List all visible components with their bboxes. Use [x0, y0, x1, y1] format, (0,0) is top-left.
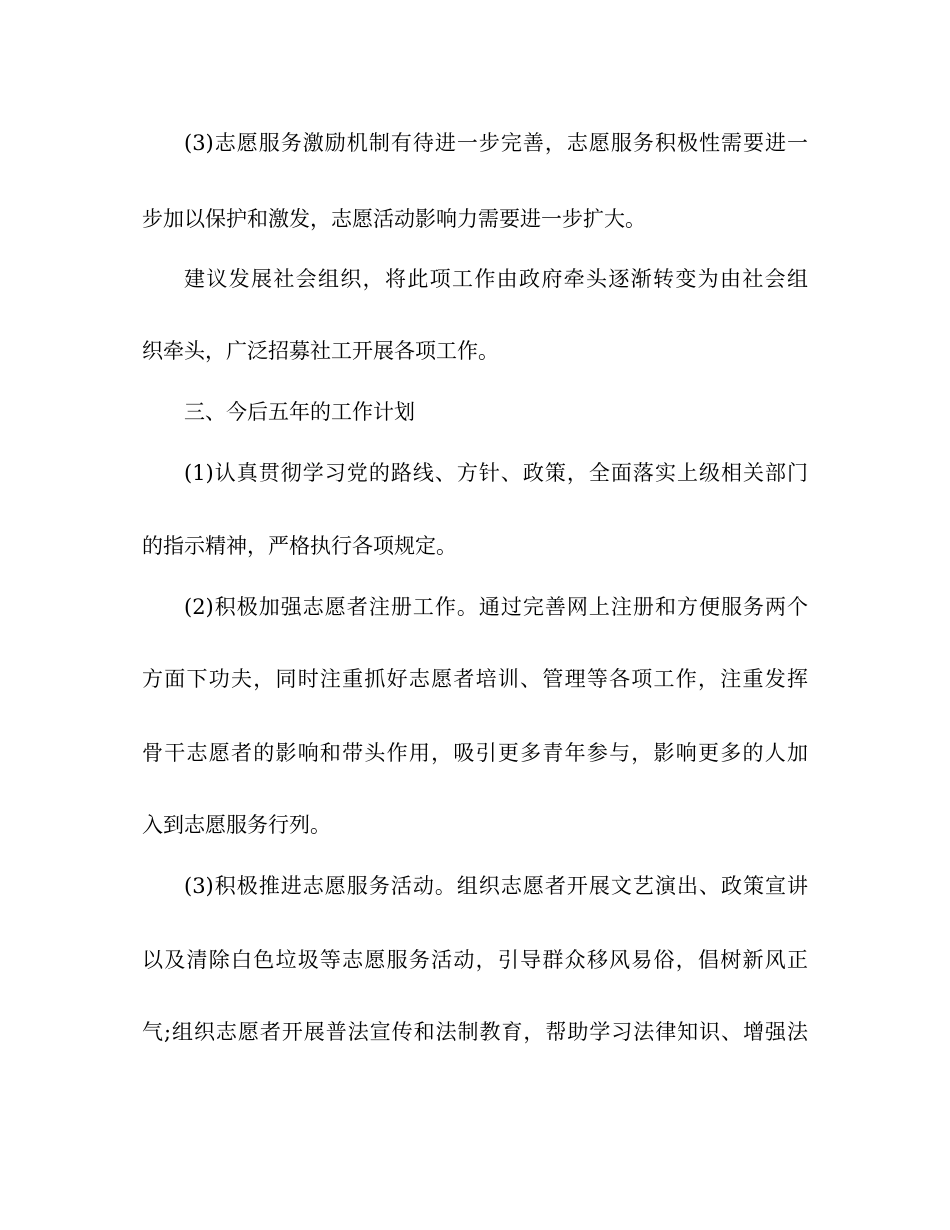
plan-item-2-line-2: 方面下功夫，同时注重抓好志愿者培训、管理等各项工作，注重发挥 — [142, 667, 808, 691]
section-heading: 三、今后五年的工作计划 — [184, 400, 415, 424]
plan-item-1-line-1: (1)认真贯彻学习党的路线、方针、政策，全面落实上级相关部门 — [184, 461, 808, 485]
plan-item-2-line-1: (2)积极加强志愿者注册工作。通过完善网上注册和方便服务两个 — [184, 595, 808, 619]
plan-item-2-line-3: 骨干志愿者的影响和带头作用，吸引更多青年参与，影响更多的人加 — [142, 741, 808, 765]
suggestion-paragraph-line-1: 建议发展社会组织，将此项工作由政府牵头逐渐转变为由社会组 — [184, 267, 808, 291]
plan-item-3-line-3: 气;组织志愿者开展普法宣传和法制教育，帮助学习法律知识、增强法 — [142, 1020, 808, 1044]
paragraph-3-line-2: 步加以保护和激发，志愿活动影响力需要进一步扩大。 — [142, 207, 646, 231]
plan-item-1-line-2: 的指示精神，严格执行各项规定。 — [142, 534, 457, 558]
plan-item-2-line-4: 入到志愿服务行列。 — [142, 813, 331, 837]
paragraph-3-line-1: (3)志愿服务激励机制有待进一步完善，志愿服务积极性需要进一 — [184, 131, 808, 155]
plan-item-3-line-1: (3)积极推进志愿服务活动。组织志愿者开展文艺演出、政策宣讲 — [184, 874, 808, 898]
suggestion-paragraph-line-2: 织牵头，广泛招募社工开展各项工作。 — [142, 339, 499, 363]
plan-item-3-line-2: 以及清除白色垃圾等志愿服务活动，引导群众移风易俗，倡树新风正 — [142, 948, 808, 972]
